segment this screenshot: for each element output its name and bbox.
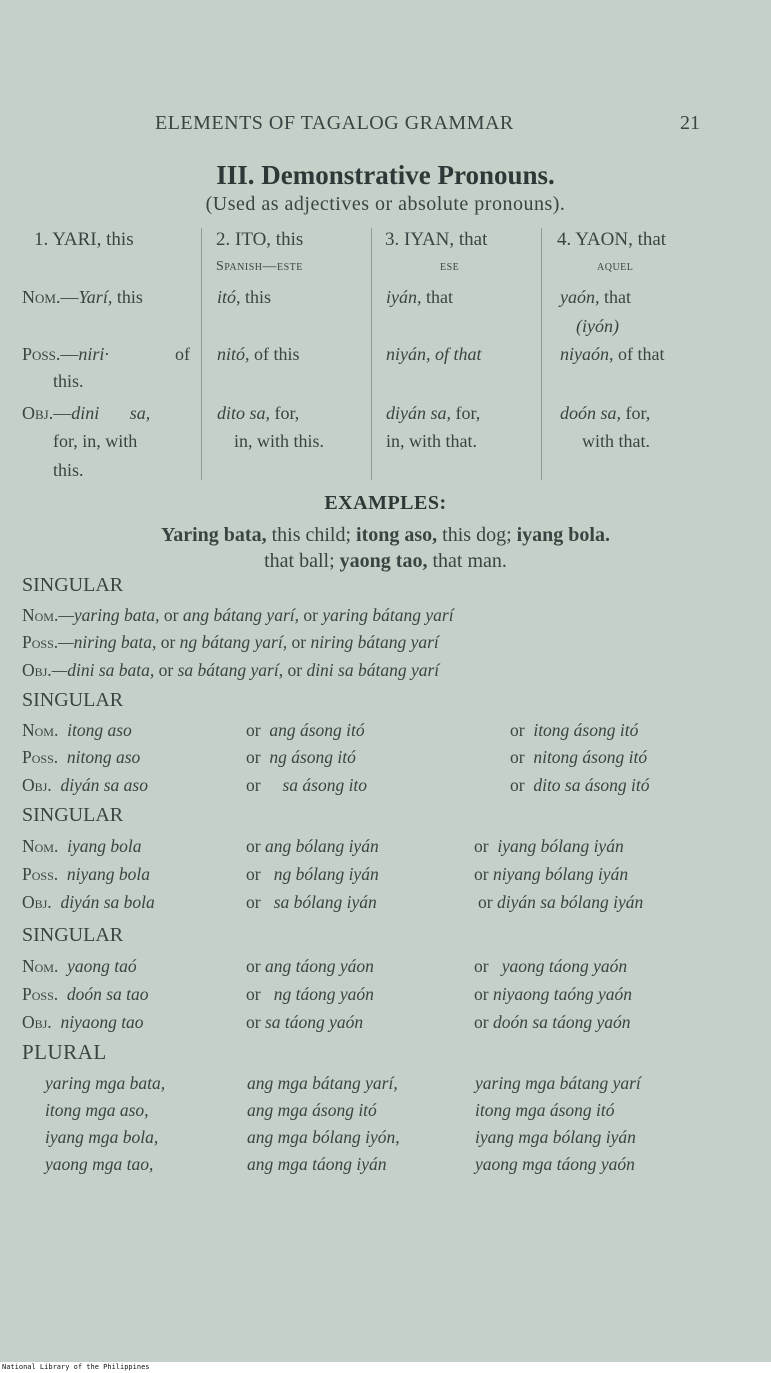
column-heading: 3. IYAN, that — [385, 229, 488, 250]
declension-case: Poss. nitong aso — [22, 747, 141, 767]
poss-form: nitó, of this — [217, 344, 300, 364]
examples-intro-line: Yaring bata, this child; itong aso, this dog; iyang bola. — [161, 524, 610, 546]
section-label-singular: SINGULAR — [22, 574, 124, 596]
declension-case: Obj. diyán sa aso — [22, 775, 148, 795]
declension-variant: or ng ásong itó — [246, 747, 356, 767]
obj-form-cont: with that. — [582, 431, 650, 451]
declension-variant: or sa táong yaón — [246, 1012, 364, 1032]
declension-case: Obj. niyaong tao — [22, 1012, 144, 1032]
poss-form: Poss.—niri· of — [22, 344, 190, 364]
scan-credit: National Library of the Philippines — [2, 1363, 150, 1371]
plural-form: yaong mga táong yaón — [475, 1154, 635, 1174]
declension-variant: or ang táong yáon — [246, 956, 374, 976]
obj-form: diyán sa, for, — [386, 403, 481, 423]
plural-form: ang mga táong iyán — [247, 1154, 387, 1174]
plural-form: iyang mga bola, — [45, 1127, 159, 1147]
plural-form: ang mga ásong itó — [247, 1100, 377, 1120]
declension-case: Nom. yaong taó — [22, 956, 137, 976]
obj-form-cont: in, with this. — [234, 431, 325, 451]
page-number: 21 — [680, 112, 700, 134]
column-divider — [541, 228, 542, 480]
plural-form: ang mga bátang yarí, — [247, 1073, 398, 1093]
nom-form-alt: (iyón) — [576, 316, 619, 336]
declension-variant: or ang ásong itó — [246, 720, 365, 740]
spanish-equivalent: Spanish—este — [216, 259, 303, 274]
declension-row: Nom.—yaring bata, or ang bátang yarí, or yaring bátang yarí — [22, 605, 454, 625]
section-label-singular: SINGULAR — [22, 804, 124, 826]
declension-case: Poss. doón sa tao — [22, 984, 149, 1004]
declension-variant: or ng táong yaón — [246, 984, 374, 1004]
declension-case: Nom. itong aso — [22, 720, 132, 740]
obj-form-cont: this. — [53, 460, 84, 480]
plural-form: yaring mga bata, — [45, 1073, 166, 1093]
nom-form: itó, this — [217, 287, 272, 307]
column-divider — [201, 228, 202, 480]
column-heading: 1. YARI, this — [34, 229, 134, 250]
declension-variant: or sa bólang iyán — [246, 892, 377, 912]
section-label-singular: SINGULAR — [22, 689, 124, 711]
poss-form: niyaón, of that — [560, 344, 665, 364]
plural-form: iyang mga bólang iyán — [475, 1127, 636, 1147]
declension-variant: or iyang bólang iyán — [474, 836, 624, 856]
nom-form: yaón, that — [560, 287, 631, 307]
plural-form: itong mga ásong itó — [475, 1100, 615, 1120]
obj-form: Obj.—dini sa, — [22, 403, 151, 423]
section-label-plural: PLURAL — [22, 1040, 107, 1064]
plural-form: yaong mga tao, — [45, 1154, 154, 1174]
declension-variant: or yaong táong yaón — [474, 956, 628, 976]
declension-row: Poss.—niring bata, or ng bátang yarí, or niring bátang yarí — [22, 632, 439, 652]
declension-variant: or dito sa ásong itó — [510, 775, 650, 795]
poss-form: niyán, of that — [386, 344, 482, 364]
spanish-equivalent: ese — [440, 259, 460, 274]
declension-variant: or nitong ásong itó — [510, 747, 648, 767]
column-heading: 4. YAON, that — [557, 229, 667, 250]
obj-form: dito sa, for, — [217, 403, 300, 423]
declension-case: Poss. niyang bola — [22, 864, 150, 884]
declension-variant: or itong ásong itó — [510, 720, 639, 740]
plural-form: itong mga aso, — [45, 1100, 149, 1120]
declension-variant: or ng bólang iyán — [246, 864, 379, 884]
declension-variant: or niyang bólang iyán — [474, 864, 629, 884]
column-heading: 2. ITO, this — [216, 229, 304, 250]
obj-form-cont: in, with that. — [386, 431, 477, 451]
nom-form: Nom.—Yarí, this — [22, 287, 143, 307]
section-label-singular: SINGULAR — [22, 924, 124, 946]
obj-form: doón sa, for, — [560, 403, 651, 423]
obj-form-cont: for, in, with — [53, 431, 138, 451]
spanish-equivalent: aquel — [597, 259, 634, 274]
column-divider — [371, 228, 372, 480]
nom-form: iyán, that — [386, 287, 453, 307]
running-title: ELEMENTS OF TAGALOG GRAMMAR — [155, 112, 514, 134]
plural-form: ang mga bólang iyón, — [247, 1127, 400, 1147]
declension-variant: or doón sa táong yaón — [474, 1012, 631, 1032]
declension-variant: or ang bólang iyán — [246, 836, 379, 856]
section-title: III. Demonstrative Pronouns. — [216, 160, 555, 190]
declension-row: Obj.—dini sa bata, or sa bátang yarí, or dini sa bátang yarí — [22, 660, 440, 680]
declension-variant: or diyán sa bólang iyán — [478, 892, 644, 912]
plural-form: yaring mga bátang yarí — [475, 1073, 641, 1093]
poss-form-cont: this. — [53, 371, 84, 391]
section-subtitle: (Used as adjectives or absolute pronouns). — [205, 193, 566, 215]
examples-intro-line: that ball; yaong tao, that man. — [264, 550, 507, 572]
declension-variant: or niyaong taóng yaón — [474, 984, 632, 1004]
declension-case: Obj. diyán sa bola — [22, 892, 155, 912]
examples-heading: EXAMPLES: — [324, 492, 447, 514]
declension-case: Nom. iyang bola — [22, 836, 142, 856]
declension-variant: or sa ásong ito — [246, 775, 368, 795]
